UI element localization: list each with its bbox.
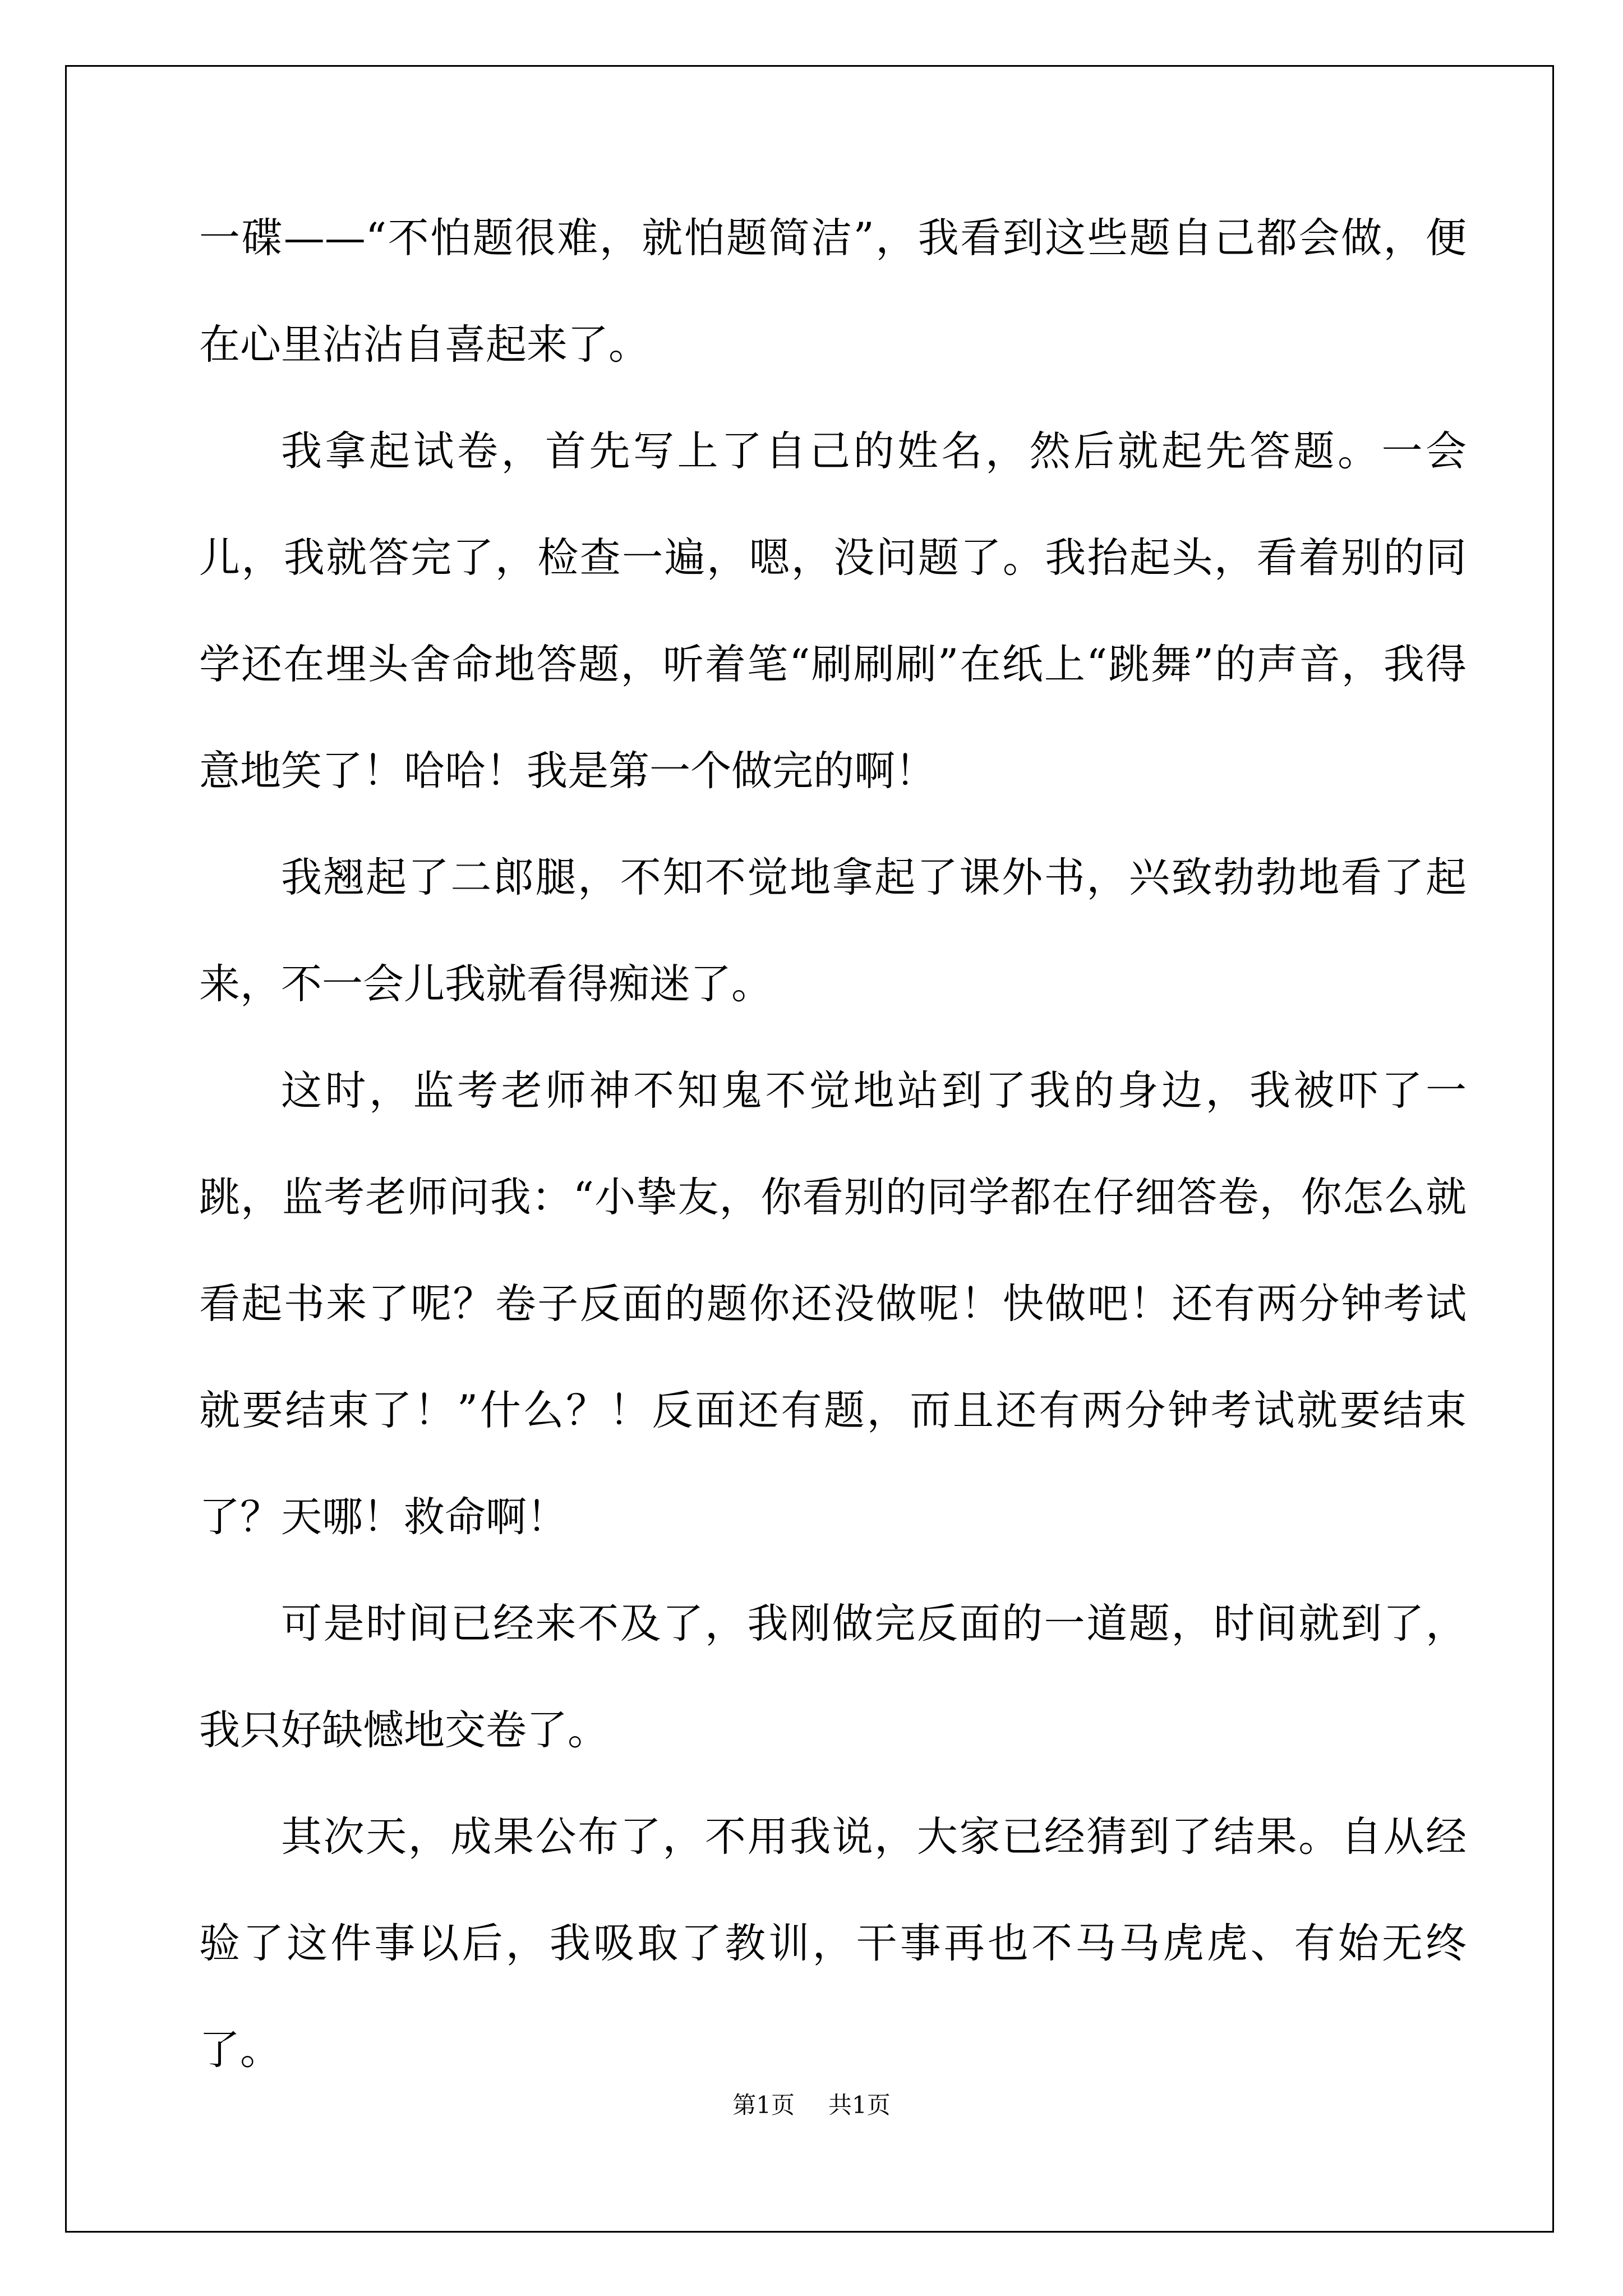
page-number-total: 共1页 <box>828 2091 891 2119</box>
paragraph-6: 其次天，成果公布了，不用我说，大家已经猜到了结果。自从经验了这件事以后，我吸取了教训，干事再也不马马虎虎、有始无终了。 <box>199 1813 1467 2074</box>
paragraph-2: 我拿起试卷，首先写上了自己的姓名，然后就起先答题。一会儿，我就答完了，检查一遍，嗯，没问题了。我抬起头，看着别的同学还在埋头舍命地答题，听着笔“刷刷刷”在纸上“跳舞”的声音，我得意地笑了！哈哈！我是第一个做完的啊！ <box>199 427 1467 795</box>
paragraph-1: 一碟——“不怕题很难，就怕题简洁”，我看到这些题自己都会做，便在心里沾沾自喜起来了。 <box>199 214 1467 369</box>
paragraph-5: 可是时间已经来不及了，我刚做完反面的一道题，时间就到了，我只好缺憾地交卷了。 <box>199 1600 1467 1754</box>
paragraph-3: 我翘起了二郎腿，不知不觉地拿起了课外书，兴致勃勃地看了起来，不一会儿我就看得痴迷了。 <box>199 854 1467 1008</box>
paragraph-4: 这时，监考老师神不知鬼不觉地站到了我的身边，我被吓了一跳，监考老师问我：“小挚友，你看别的同学都在仔细答卷，你怎么就看起书来了呢？卷子反面的题你还没做呢！快做吧！还有两分钟考试就要结束了！”什么？！反面还有题，而且还有两分钟考试就要结束了？天哪！救命啊！ <box>199 1067 1467 1541</box>
page-footer <box>0 2087 1623 2120</box>
page-number-current: 第1页 <box>732 2091 795 2119</box>
document-body <box>199 185 1467 2104</box>
